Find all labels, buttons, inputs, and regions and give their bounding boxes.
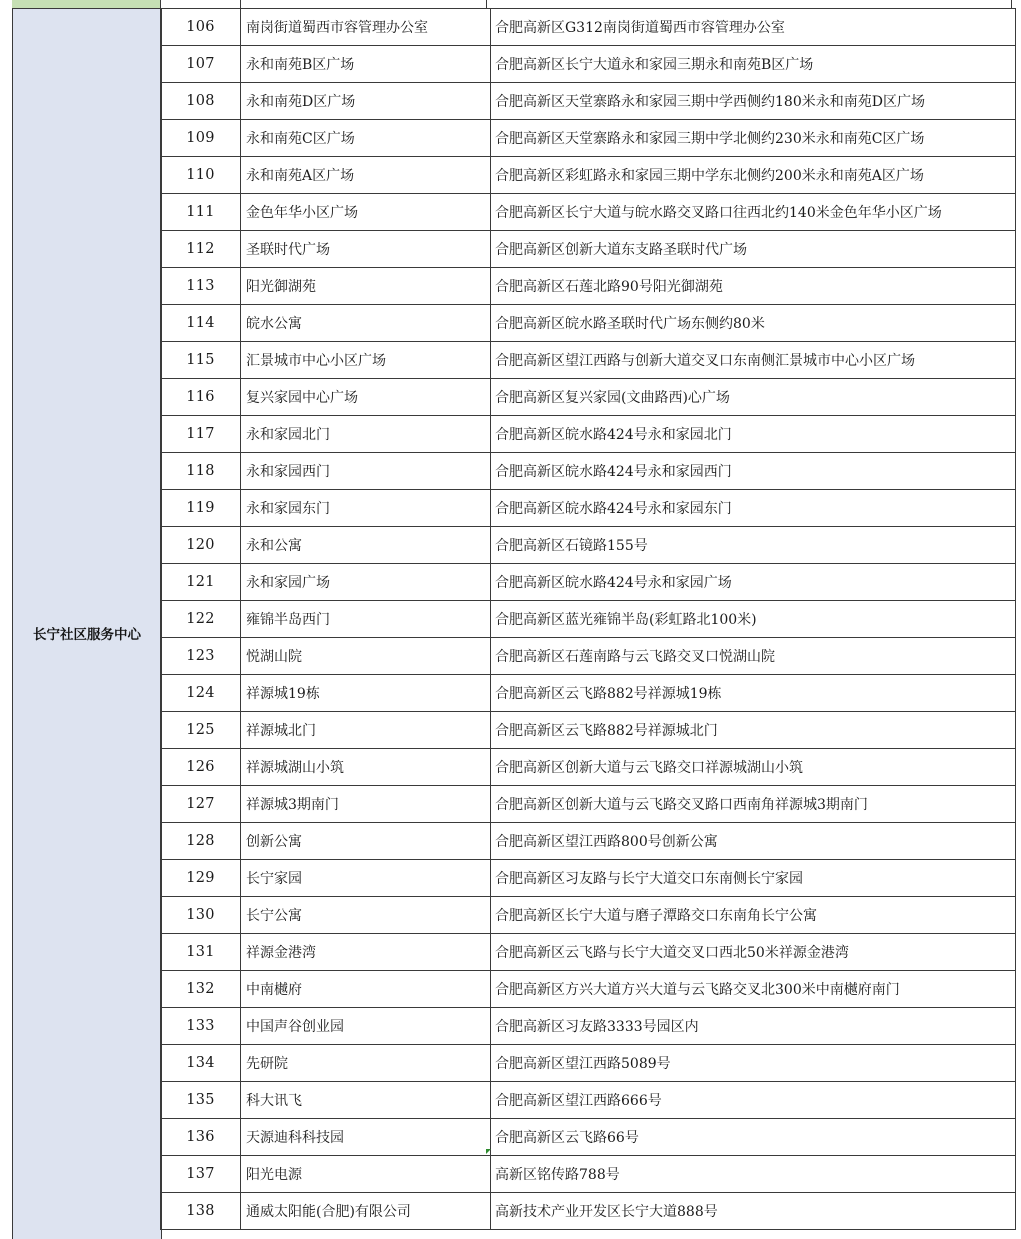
table-row: [161, 1193, 1016, 1230]
table-row: [161, 157, 1016, 194]
address-cell[interactable]: 合肥高新区创新大道与云飞路交叉路口西南角祥源城3期南门: [491, 786, 1016, 823]
address-cell[interactable]: 合肥高新区望江西路5089号: [491, 1045, 1016, 1082]
address-cell[interactable]: 合肥高新区天堂寨路永和家园三期中学北侧约230米永和南苑C区广场: [491, 120, 1016, 157]
address-cell[interactable]: 合肥高新区习友路与长宁大道交口东南侧长宁家园: [491, 860, 1016, 897]
site-name-cell[interactable]: 祥源城3期南门: [241, 786, 491, 823]
row-number-cell[interactable]: 136: [161, 1119, 241, 1156]
site-table: [160, 8, 1016, 1230]
table-row: [161, 305, 1016, 342]
table-row: [161, 1119, 1016, 1156]
site-name-cell[interactable]: 祥源城北门: [241, 712, 491, 749]
row-number-cell[interactable]: 116: [161, 379, 241, 416]
address-cell[interactable]: 合肥高新区望江西路666号: [491, 1082, 1016, 1119]
site-name-cell[interactable]: 先研院: [241, 1045, 491, 1082]
site-name-cell[interactable]: 永和南苑B区广场: [241, 46, 491, 83]
row-number-cell[interactable]: 129: [161, 860, 241, 897]
row-number-cell[interactable]: 119: [161, 490, 241, 527]
address-cell[interactable]: 合肥高新区复兴家园(文曲路西)心广场: [491, 379, 1016, 416]
address-cell[interactable]: 合肥高新区皖水路424号永和家园北门: [491, 416, 1016, 453]
address-cell[interactable]: 合肥高新区皖水路424号永和家园东门: [491, 490, 1016, 527]
table-row: [161, 1082, 1016, 1119]
table-row: [161, 638, 1016, 675]
table-row: [161, 675, 1016, 712]
site-name-cell[interactable]: 悦湖山院: [241, 638, 491, 675]
address-cell[interactable]: 合肥高新区石镜路155号: [491, 527, 1016, 564]
site-name-cell[interactable]: 阳光电源: [241, 1156, 491, 1193]
site-name-cell[interactable]: 长宁公寓: [241, 897, 491, 934]
address-cell[interactable]: 合肥高新区天堂寨路永和家园三期中学西侧约180米永和南苑D区广场: [491, 83, 1016, 120]
address-cell[interactable]: 合肥高新区方兴大道方兴大道与云飞路交叉北300米中南樾府南门: [491, 971, 1016, 1008]
address-cell[interactable]: 合肥高新区望江西路与创新大道交叉口东南侧汇景城市中心小区广场: [491, 342, 1016, 379]
site-name-cell[interactable]: 雍锦半岛西门: [241, 601, 491, 638]
table-row: [161, 1156, 1016, 1193]
row-number-cell[interactable]: 121: [161, 564, 241, 601]
address-cell[interactable]: 合肥高新区创新大道东支路圣联时代广场: [491, 231, 1016, 268]
row-number-cell[interactable]: 126: [161, 749, 241, 786]
site-name-cell[interactable]: 南岗街道蜀西市容管理办公室: [241, 9, 491, 46]
table-row: [161, 83, 1016, 120]
row-number-cell[interactable]: 123: [161, 638, 241, 675]
table-row: [161, 934, 1016, 971]
address-cell[interactable]: 合肥高新区皖水路圣联时代广场东侧约80米: [491, 305, 1016, 342]
address-cell[interactable]: 合肥高新区皖水路424号永和家园西门: [491, 453, 1016, 490]
table-row: [161, 268, 1016, 305]
row-number-cell[interactable]: 108: [161, 83, 241, 120]
table-row: [161, 379, 1016, 416]
row-number-cell[interactable]: 133: [161, 1008, 241, 1045]
site-name-cell[interactable]: 圣联时代广场: [241, 231, 491, 268]
address-cell[interactable]: 合肥高新区云飞路882号祥源城北门: [491, 712, 1016, 749]
cell-comment-marker-icon[interactable]: [486, 1149, 491, 1154]
site-name-cell[interactable]: 永和家园东门: [241, 490, 491, 527]
site-name-cell[interactable]: 创新公寓: [241, 823, 491, 860]
row-number-cell[interactable]: 106: [161, 9, 241, 46]
table-row: [161, 9, 1016, 46]
site-name-cell[interactable]: 天源迪科科技园: [241, 1119, 491, 1156]
address-cell[interactable]: 合肥高新区长宁大道与磨子潭路交口东南角长宁公寓: [491, 897, 1016, 934]
row-number-cell[interactable]: 111: [161, 194, 241, 231]
row-number-cell[interactable]: 117: [161, 416, 241, 453]
row-number-cell[interactable]: 130: [161, 897, 241, 934]
address-cell[interactable]: 合肥高新区G312南岗街道蜀西市容管理办公室: [491, 9, 1016, 46]
table-row: [161, 416, 1016, 453]
row-number-cell[interactable]: 107: [161, 46, 241, 83]
site-name-cell[interactable]: 祥源城湖山小筑: [241, 749, 491, 786]
site-name-cell[interactable]: 祥源城19栋: [241, 675, 491, 712]
address-cell[interactable]: 合肥高新区蓝光雍锦半岛(彩虹路北100米): [491, 601, 1016, 638]
address-cell[interactable]: 合肥高新区石莲南路与云飞路交叉口悦湖山院: [491, 638, 1016, 675]
row-number-cell[interactable]: 112: [161, 231, 241, 268]
table-row: [161, 1045, 1016, 1082]
table-row: [161, 749, 1016, 786]
site-name-cell[interactable]: 复兴家园中心广场: [241, 379, 491, 416]
site-name-cell[interactable]: 阳光御湖苑: [241, 268, 491, 305]
table-row: [161, 490, 1016, 527]
row-number-cell[interactable]: 132: [161, 971, 241, 1008]
site-name-cell[interactable]: 汇景城市中心小区广场: [241, 342, 491, 379]
row-number-cell[interactable]: 138: [161, 1193, 241, 1230]
row-number-cell[interactable]: 115: [161, 342, 241, 379]
address-cell[interactable]: 合肥高新区彩虹路永和家园三期中学东北侧约200米永和南苑A区广场: [491, 157, 1016, 194]
table-row: [161, 231, 1016, 268]
row-number-cell[interactable]: 134: [161, 1045, 241, 1082]
row-number-cell[interactable]: 110: [161, 157, 241, 194]
table-row: [161, 46, 1016, 83]
table-row: [161, 786, 1016, 823]
row-number-cell[interactable]: 120: [161, 527, 241, 564]
table-row: [161, 120, 1016, 157]
address-cell[interactable]: 合肥高新区创新大道与云飞路交口祥源城湖山小筑: [491, 749, 1016, 786]
row-number-cell[interactable]: 122: [161, 601, 241, 638]
address-cell[interactable]: 合肥高新区云飞路与长宁大道交叉口西北50米祥源金港湾: [491, 934, 1016, 971]
header-cell-green: [12, 0, 161, 9]
table-row: [161, 1008, 1016, 1045]
table-row: [161, 860, 1016, 897]
site-name-cell[interactable]: 永和南苑A区广场: [241, 157, 491, 194]
table-row: [161, 564, 1016, 601]
table-row: [161, 971, 1016, 1008]
address-cell[interactable]: 高新区铭传路788号: [491, 1156, 1016, 1193]
site-name-cell[interactable]: 永和家园北门: [241, 416, 491, 453]
site-name-cell[interactable]: 中国声谷创业园: [241, 1008, 491, 1045]
row-number-cell[interactable]: 114: [161, 305, 241, 342]
address-cell[interactable]: 合肥高新区石莲北路90号阳光御湖苑: [491, 268, 1016, 305]
table-row: [161, 823, 1016, 860]
address-cell[interactable]: 合肥高新区皖水路424号永和家园广场: [491, 564, 1016, 601]
address-cell[interactable]: 合肥高新区云飞路882号祥源城19栋: [491, 675, 1016, 712]
site-name-cell[interactable]: 中南樾府: [241, 971, 491, 1008]
row-number-cell[interactable]: 125: [161, 712, 241, 749]
row-number-cell[interactable]: 109: [161, 120, 241, 157]
row-number-cell[interactable]: 113: [161, 268, 241, 305]
table-row: [161, 712, 1016, 749]
address-cell[interactable]: 合肥高新区云飞路66号: [491, 1119, 1016, 1156]
site-name-cell[interactable]: 永和南苑D区广场: [241, 83, 491, 120]
row-number-cell[interactable]: 128: [161, 823, 241, 860]
row-number-cell[interactable]: 137: [161, 1156, 241, 1193]
row-number-cell[interactable]: 135: [161, 1082, 241, 1119]
row-number-cell[interactable]: 131: [161, 934, 241, 971]
address-cell[interactable]: 合肥高新区长宁大道与皖水路交叉路口往西北约140米金色年华小区广场: [491, 194, 1016, 231]
table-row: [161, 897, 1016, 934]
address-cell[interactable]: 合肥高新区习友路3333号园区内: [491, 1008, 1016, 1045]
table-row: [161, 601, 1016, 638]
row-number-cell[interactable]: 124: [161, 675, 241, 712]
address-cell[interactable]: 合肥高新区望江西路800号创新公寓: [491, 823, 1016, 860]
site-name-cell[interactable]: 长宁家园: [241, 860, 491, 897]
address-cell[interactable]: 高新技术产业开发区长宁大道888号: [491, 1193, 1016, 1230]
site-name-cell[interactable]: 永和公寓: [241, 527, 491, 564]
site-name-cell[interactable]: 通威太阳能(合肥)有限公司: [241, 1193, 491, 1230]
table-row: [161, 527, 1016, 564]
site-name-cell[interactable]: 永和南苑C区广场: [241, 120, 491, 157]
table-row: [161, 342, 1016, 379]
site-name-cell[interactable]: 金色年华小区广场: [241, 194, 491, 231]
address-cell[interactable]: 合肥高新区长宁大道永和家园三期永和南苑B区广场: [491, 46, 1016, 83]
site-name-cell[interactable]: 永和家园广场: [241, 564, 491, 601]
community-label: 长宁社区服务中心: [33, 627, 141, 643]
table-row: [161, 194, 1016, 231]
site-name-cell[interactable]: 科大讯飞: [241, 1082, 491, 1119]
table-row: [161, 453, 1016, 490]
community-merged-cell[interactable]: [12, 9, 162, 1239]
row-number-cell[interactable]: 118: [161, 453, 241, 490]
row-number-cell[interactable]: 127: [161, 786, 241, 823]
site-name-cell[interactable]: 皖水公寓: [241, 305, 491, 342]
site-name-cell[interactable]: 永和家园西门: [241, 453, 491, 490]
site-name-cell[interactable]: 祥源金港湾: [241, 934, 491, 971]
